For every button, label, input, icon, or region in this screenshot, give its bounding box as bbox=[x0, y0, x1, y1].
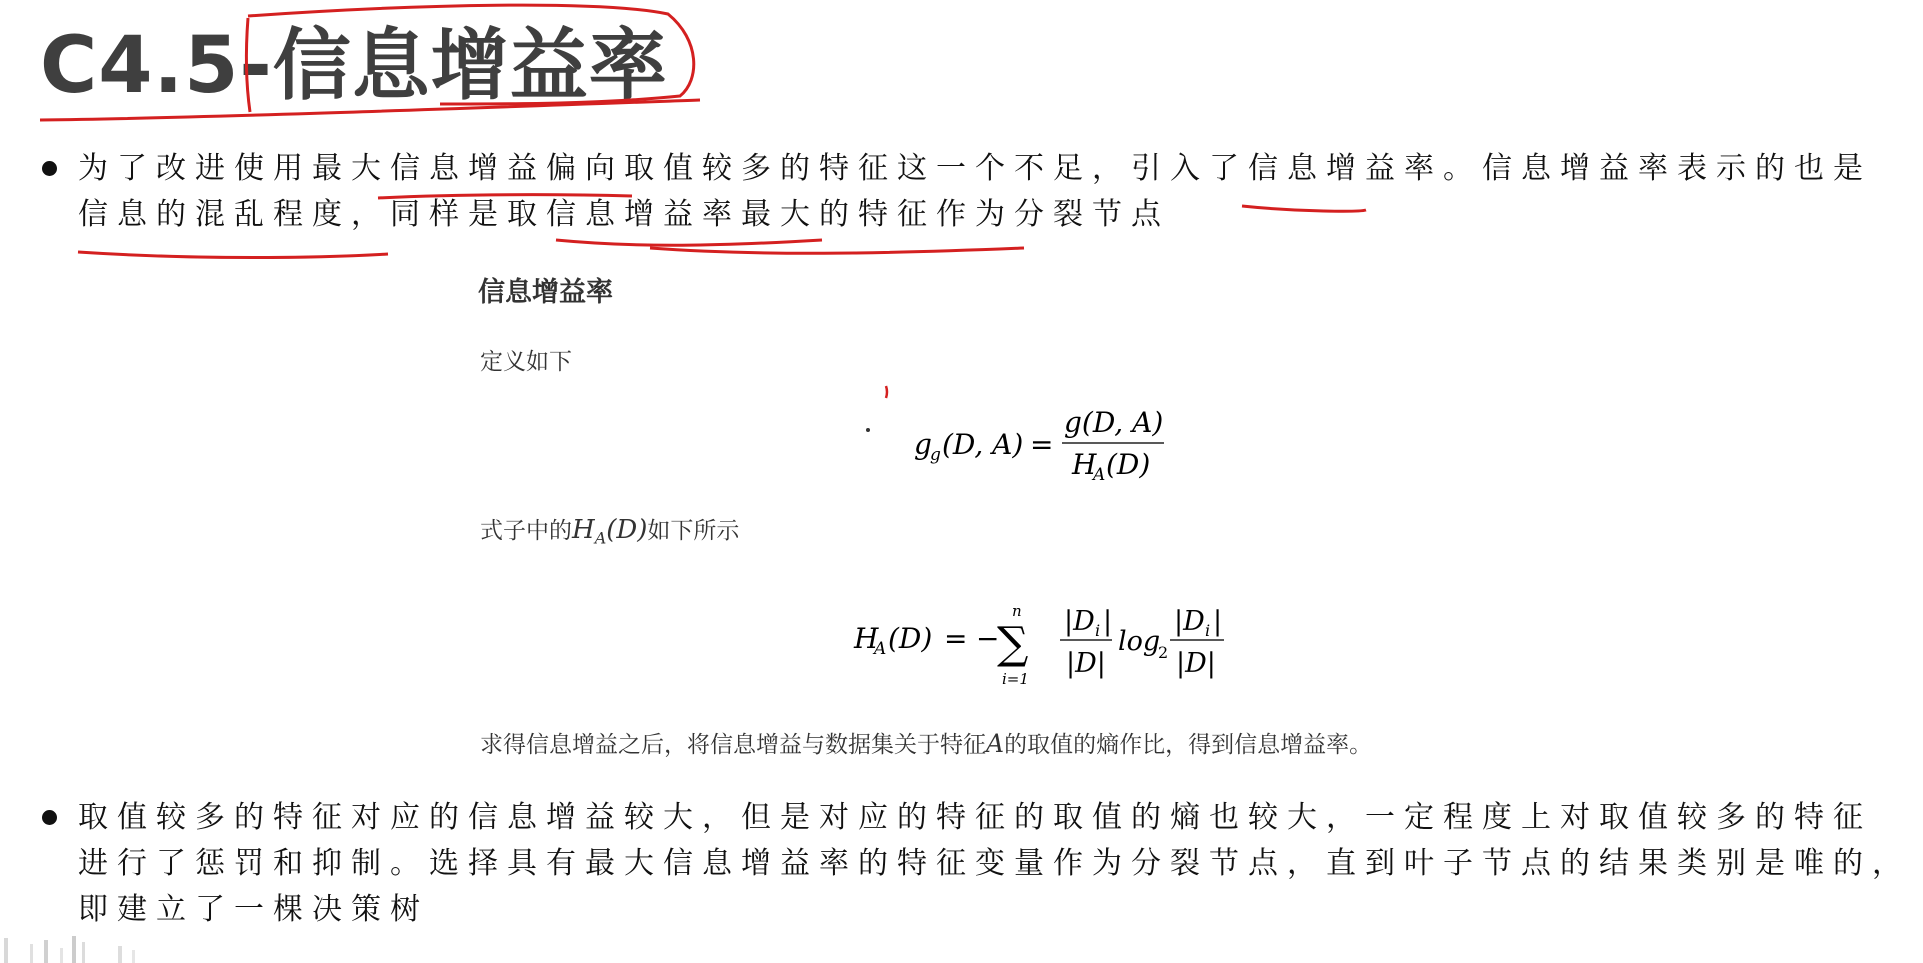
formula2-sum-lower: i=1 bbox=[1002, 670, 1029, 688]
annotation-dot bbox=[866, 428, 870, 432]
explanation-paragraph bbox=[78, 795, 1911, 933]
formula-note-math-sub: A bbox=[594, 528, 607, 548]
bullet-dot bbox=[42, 810, 57, 825]
intro-line-1: 为了改进使用最大信息增益偏向取值较多的特征这一个不足，引入了信息增益率。信息增益率表示的也是 bbox=[78, 151, 1872, 186]
excerpt-conclusion bbox=[480, 726, 1372, 759]
explanation-line-2: 进行了惩罚和抑制。选择具有最大信息增益率的特征变量作为分裂节点，直到叶子节点的结果类别是唯的， bbox=[78, 846, 1911, 881]
explanation-line-3: 即建立了一棵决策树 bbox=[78, 892, 429, 927]
thumbnail-strip-icon bbox=[0, 930, 160, 963]
formula2-lhs-func: H bbox=[854, 622, 879, 655]
formula2-equals: = bbox=[944, 622, 968, 655]
definition-label: 定义如下 bbox=[480, 349, 572, 375]
slide-title: C4.5-信息增益率 bbox=[40, 21, 668, 111]
formula1-denom-args: (D) bbox=[1106, 448, 1151, 481]
formula2-sum-upper: n bbox=[1012, 602, 1022, 620]
formula2-lhs-sub: A bbox=[874, 639, 887, 659]
formula2-frac2-num-sub: i bbox=[1205, 621, 1211, 640]
formula1-equals: = bbox=[1030, 428, 1054, 461]
formula2-lhs-args: (D) bbox=[888, 622, 933, 655]
underline-max-ratio-2 bbox=[650, 248, 1024, 253]
formula-note-math: H bbox=[572, 515, 595, 545]
formula2-frac-den: |D| bbox=[1066, 648, 1106, 679]
intro-paragraph bbox=[78, 146, 1872, 238]
bullet-dot bbox=[42, 161, 57, 176]
formula2-frac2-den: |D| bbox=[1176, 648, 1216, 679]
annotation-tick bbox=[886, 386, 887, 398]
sigma-symbol: ∑ bbox=[997, 618, 1029, 669]
formula2-frac-num-sub: i bbox=[1095, 621, 1101, 640]
formula-note-math-args: (D) bbox=[606, 515, 648, 545]
formula2-log-sub: 2 bbox=[1158, 643, 1169, 662]
conclusion-after: 的取值的熵作比，得到信息增益率。 bbox=[1004, 732, 1373, 758]
intro-line-2: 信息的混乱程度，同样是取信息增益率最大的特征作为分裂节点 bbox=[78, 197, 1170, 232]
formula-note-suffix: 如下所示 bbox=[647, 518, 740, 544]
excerpt-heading: 信息增益率 bbox=[478, 277, 613, 308]
underline-max-ratio-1 bbox=[556, 240, 822, 245]
formula1-denom-func: H bbox=[1072, 448, 1097, 481]
formula-note-prefix: 式子中的 bbox=[480, 518, 572, 544]
conclusion-math: A bbox=[986, 729, 1005, 758]
formula2-frac-num-end: | bbox=[1103, 606, 1113, 637]
formula2-frac2-num: |D bbox=[1174, 606, 1205, 637]
formula1-denom-sub: A bbox=[1093, 465, 1106, 482]
formula2-frac-num: |D bbox=[1064, 606, 1095, 637]
formula1-numerator: g(D, A) bbox=[1064, 406, 1164, 439]
underline-disorder bbox=[78, 252, 388, 258]
split-info-formula bbox=[852, 600, 1232, 690]
formula-note bbox=[480, 512, 739, 548]
formula1-lhs-func: g bbox=[914, 428, 932, 461]
formula1-lhs-args: (D, A) bbox=[942, 428, 1024, 461]
formula1-lhs-sub: g bbox=[930, 445, 941, 465]
conclusion-before: 求得信息增益之后，将信息增益与数据集关于特征 bbox=[480, 732, 986, 758]
gain-ratio-formula bbox=[912, 402, 1172, 482]
explanation-line-1: 取值较多的特征对应的信息增益较大，但是对应的特征的取值的熵也较大，一定程度上对取值较多的特征 bbox=[78, 800, 1872, 835]
formula2-log: log bbox=[1118, 626, 1161, 657]
formula2-minus: − bbox=[976, 622, 1000, 655]
formula2-frac2-num-end: | bbox=[1213, 606, 1223, 637]
